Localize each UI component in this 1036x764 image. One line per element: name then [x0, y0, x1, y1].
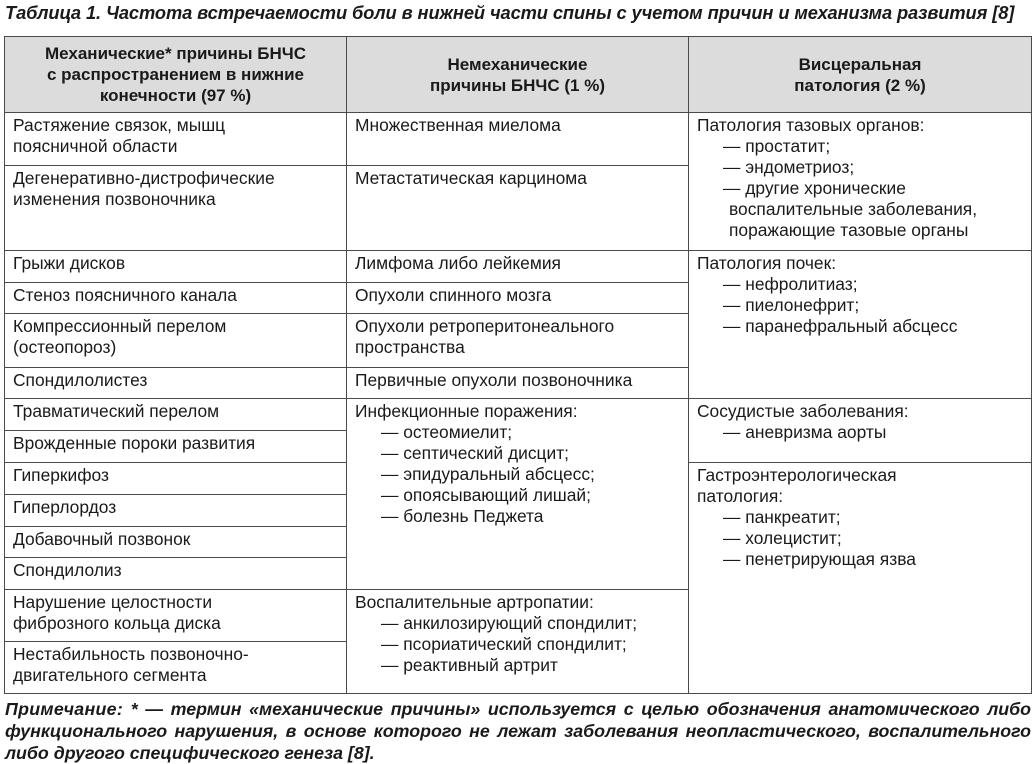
cell-line: пространства [355, 337, 465, 357]
visceral-vascular-cell [689, 399, 1032, 463]
gastro-item: — панкреатит; [723, 507, 841, 527]
cell-line: Стеноз поясничного канала [13, 285, 237, 305]
nonmechanical-infections-cell [347, 399, 689, 590]
arthropathy-item: — реактивный артрит [381, 655, 558, 675]
infection-item: — остеомиелит; [381, 422, 513, 442]
pelvic-item-continuation: воспалительные заболевания, [729, 199, 978, 219]
cell-line: Компрессионный перелом [13, 316, 227, 336]
infection-item: — болезнь Педжета [381, 506, 544, 526]
gastro-title: патология: [697, 486, 784, 506]
cell-line: Опухоли спинного мозга [355, 285, 552, 305]
kidney-title: Патология почек: [697, 253, 837, 273]
cell-line: Гиперлордоз [13, 497, 117, 517]
header-line: патология (2 %) [794, 75, 926, 95]
gastro-title: Гастроэнтерологическая [697, 465, 897, 485]
mechanical-cell [5, 527, 347, 558]
note-label: Примечание: [5, 699, 124, 719]
cell-line: Нестабильность позвоночно- [13, 644, 249, 664]
arthropathy-item: — анкилозирующий спондилит; [381, 613, 638, 633]
nonmechanical-cell [347, 314, 689, 368]
header-line: конечности (97 %) [99, 86, 252, 105]
infections-title: Инфекционные поражения: [355, 401, 578, 421]
mechanical-cell [5, 166, 347, 251]
gastro-item: — пенетрирующая язва [723, 549, 916, 569]
arthropathy-item: — псориатический спондилит; [381, 634, 627, 654]
visceral-pelvic-cell [689, 113, 1032, 251]
table-row [5, 113, 1032, 166]
infection-item: — эпидуральный абсцесс; [381, 464, 595, 484]
cell-line: Опухоли ретроперитонеального [355, 316, 615, 336]
mechanical-cell [5, 642, 347, 694]
mechanical-cell [5, 558, 347, 590]
kidney-item: — нефролитиаз; [723, 274, 858, 294]
cell-line: Грыжи дисков [13, 253, 126, 273]
kidney-item: — паранефральный абсцесс [723, 316, 958, 336]
cell-line: Метастатическая карцинома [355, 168, 587, 188]
pelvic-item: — простатит; [723, 136, 831, 156]
header-nonmechanical [347, 37, 689, 113]
cell-line: Врожденные пороки развития [13, 433, 256, 453]
mechanical-cell [5, 251, 347, 283]
cell-line: Спондилолистез [13, 370, 148, 390]
nonmechanical-cell [347, 251, 689, 283]
mechanical-cell [5, 431, 347, 463]
header-row [5, 37, 1032, 113]
cell-line: Растяжение связок, мышц [13, 115, 226, 135]
pelvic-item: — эндометриоз; [723, 157, 855, 177]
nonmechanical-cell [347, 113, 689, 166]
pelvic-title: Патология тазовых органов: [697, 115, 925, 135]
cell-line: Лимфома либо лейкемия [355, 253, 561, 273]
table-caption: Таблица 1. Частота встречаемости боли в нижней части спины с учетом причин и механизма развития [8] [5, 2, 1015, 23]
mechanical-cell [5, 495, 347, 527]
gastro-item: — холецистит; [723, 528, 842, 548]
mechanical-cell [5, 113, 347, 166]
table-note [5, 698, 1031, 764]
nonmechanical-cell [347, 166, 689, 251]
mechanical-cell [5, 590, 347, 642]
cell-line: Нарушение целостности [13, 592, 213, 612]
header-line: Немеханические [447, 54, 588, 74]
header-line: Висцеральная [798, 54, 922, 74]
note-text: * — термин «механические причины» используется с целью обозначения анатомического либо функционального нарушения, в основе которого не лежат заболевания неопластического, воспалительного либо другого специфического генеза [8]. [5, 699, 1031, 763]
cell-line: (остеопороз) [13, 337, 117, 357]
pelvic-item: — другие хронические [723, 178, 906, 198]
header-line: причины БНЧС (1 %) [430, 75, 605, 95]
table-row [5, 399, 1032, 431]
nonmechanical-arthropathies-cell [347, 590, 689, 694]
infection-item: — септический дисцит; [381, 443, 570, 463]
mechanical-cell [5, 463, 347, 495]
cell-line: Добавочный позвонок [13, 529, 191, 549]
cell-line: изменения позвоночника [13, 189, 216, 209]
cell-line: Множественная миелома [355, 115, 561, 135]
arthropathies-title: Воспалительные артропатии: [355, 592, 594, 612]
visceral-gastro-cell [689, 463, 1032, 694]
header-mechanical [5, 37, 347, 113]
nonmechanical-cell [347, 283, 689, 314]
vascular-item: — аневризма аорты [723, 422, 887, 442]
pelvic-item-continuation: поражающие тазовые органы [729, 220, 969, 240]
table-row [5, 251, 1032, 283]
nonmechanical-cell [347, 368, 689, 399]
cell-line: Гиперкифоз [13, 465, 109, 485]
kidney-item: — пиелонефрит; [723, 295, 860, 315]
mechanical-cell [5, 399, 347, 431]
mechanical-cell [5, 314, 347, 368]
cell-line: поясничной области [13, 136, 178, 156]
mechanical-cell [5, 283, 347, 314]
header-line: с распространением в нижние [47, 65, 304, 84]
visceral-kidney-cell [689, 251, 1032, 399]
header-visceral [689, 37, 1032, 113]
cell-line: Дегенеративно-дистрофические [13, 168, 275, 188]
vascular-title: Сосудистые заболевания: [697, 401, 909, 421]
cell-line: фиброзного кольца диска [13, 613, 221, 633]
infection-item: — опоясывающий лишай; [381, 485, 591, 505]
pain-causes-table [4, 36, 1032, 694]
cell-line: Травматический перелом [13, 401, 220, 421]
cell-line: Первичные опухоли позвоночника [355, 370, 633, 390]
mechanical-cell [5, 368, 347, 399]
cell-line: Спондилолиз [13, 560, 122, 580]
cell-line: двигательного сегмента [13, 665, 207, 685]
header-line: Механические* причины БНЧС [45, 44, 306, 63]
